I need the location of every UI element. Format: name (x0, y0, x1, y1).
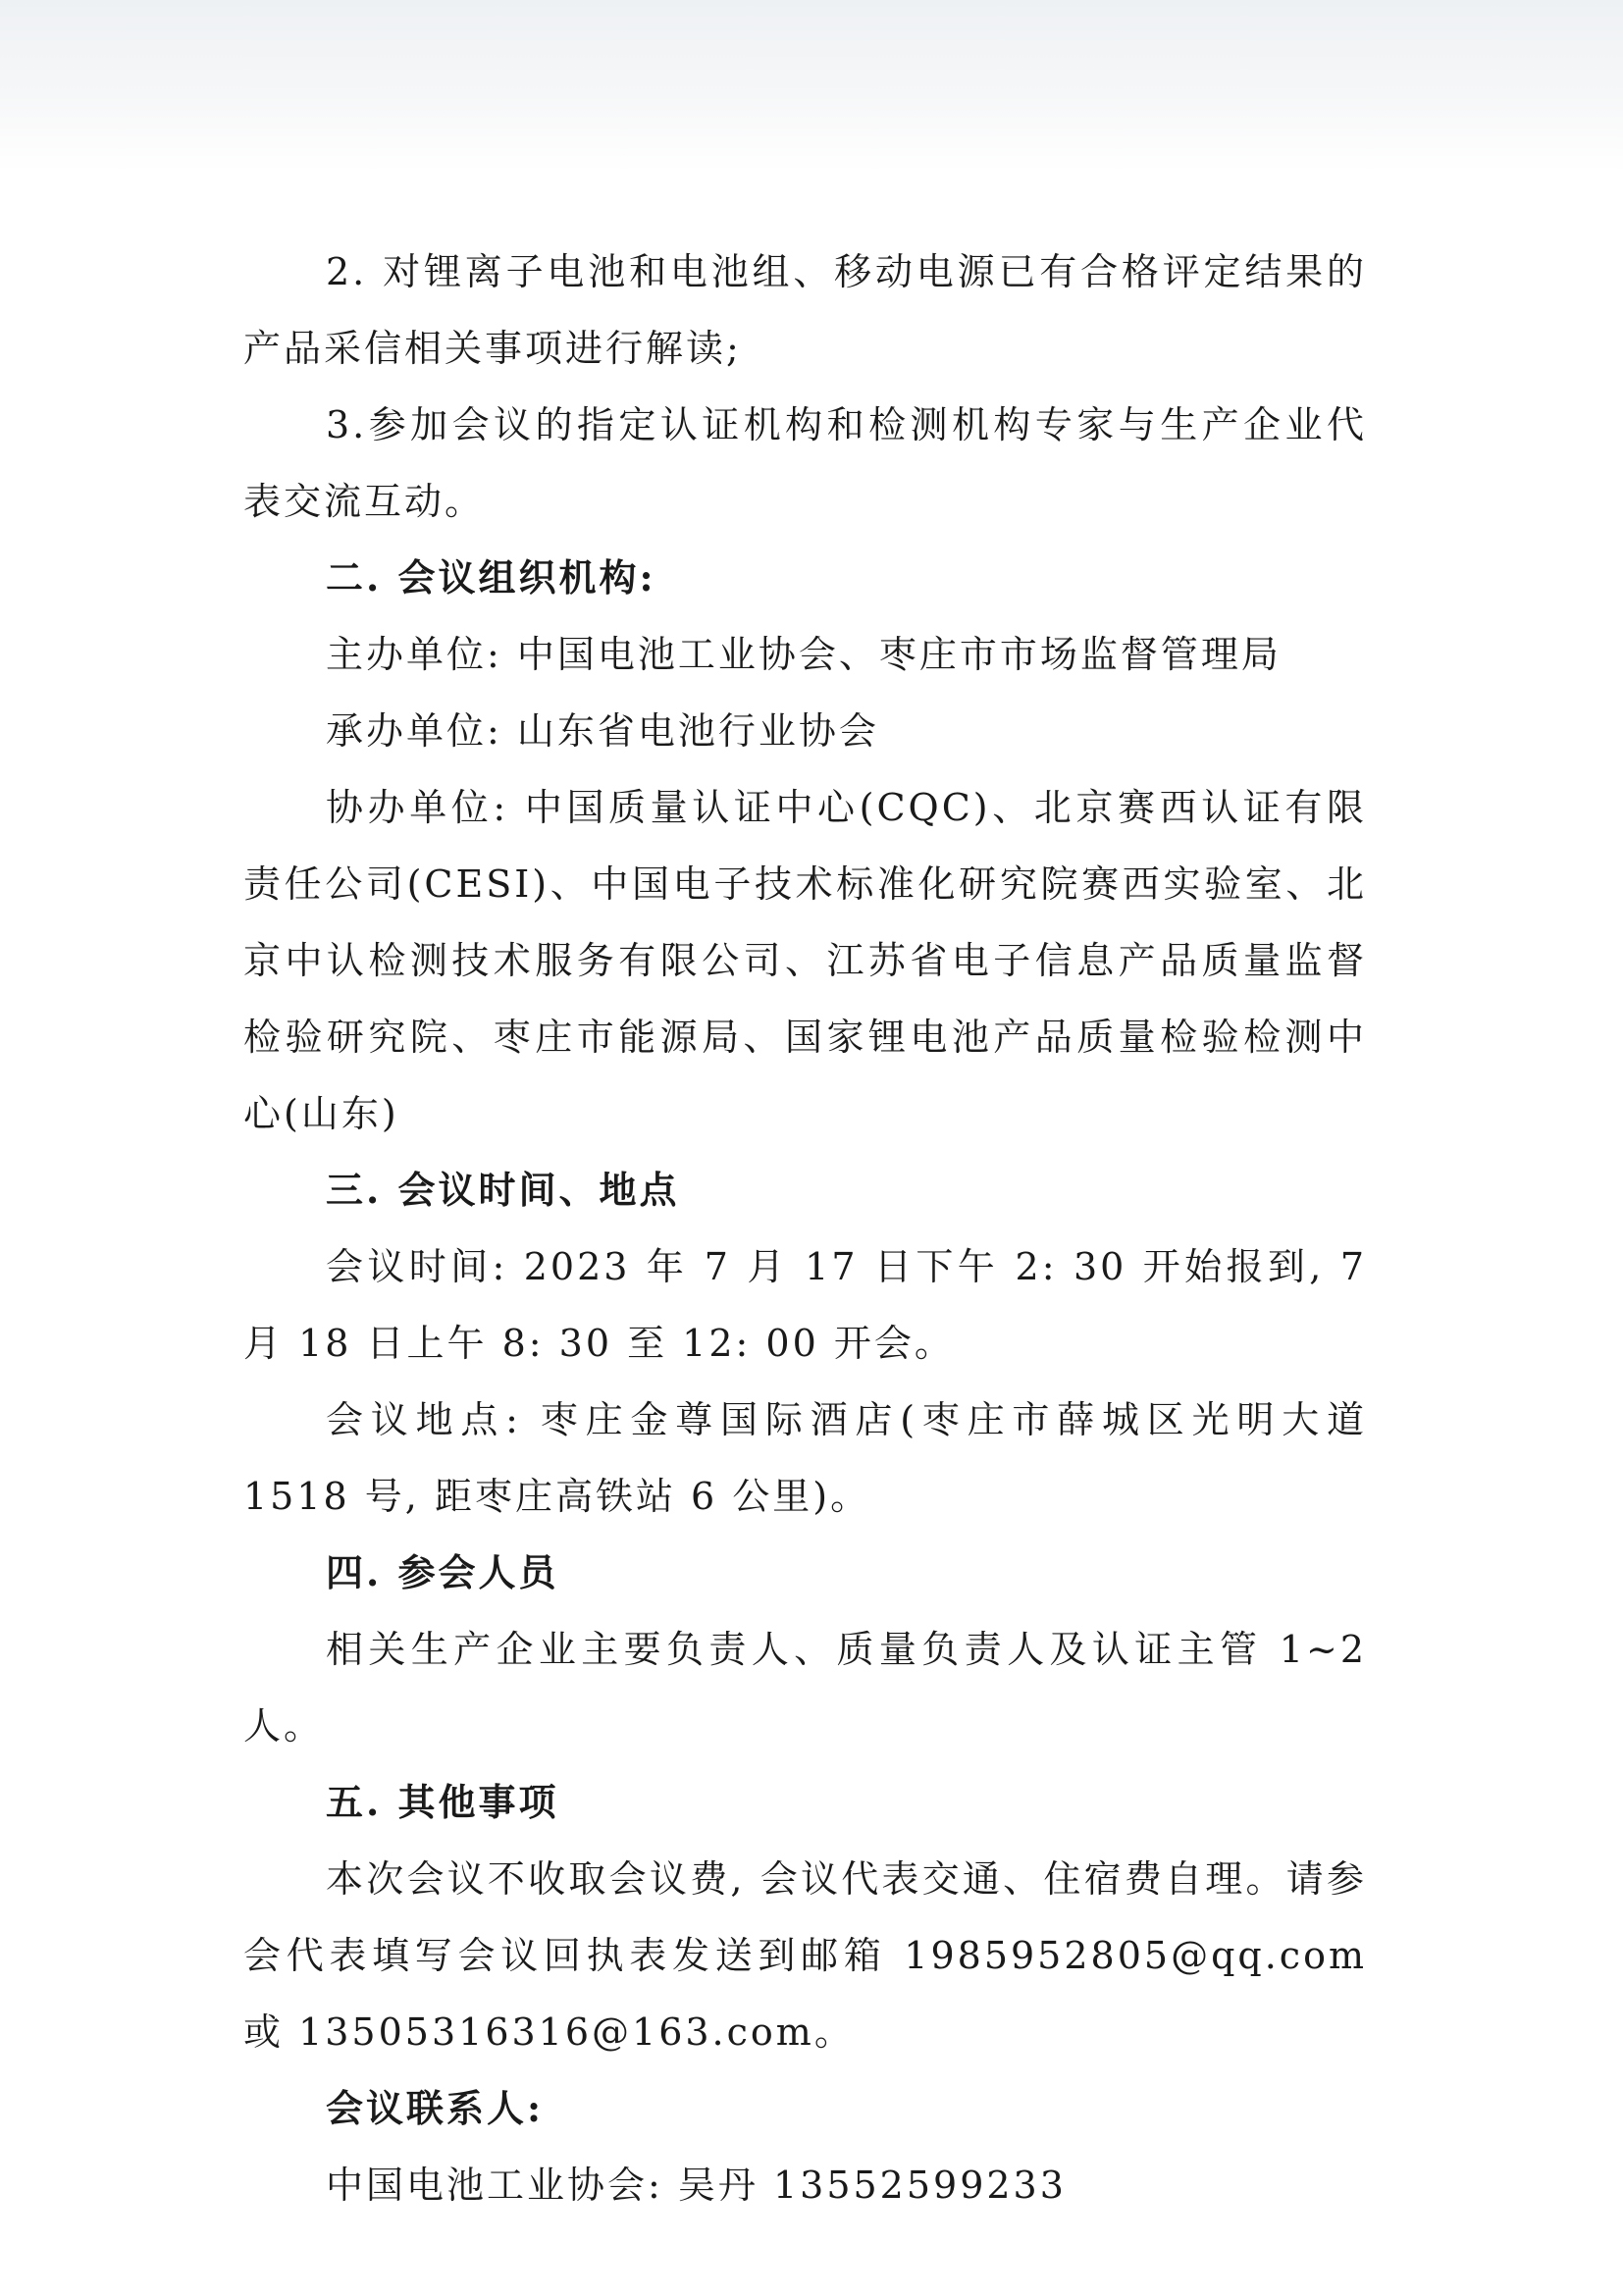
scan-top-edge (0, 0, 1623, 172)
section-heading-contacts: 会议联系人: (326, 2086, 545, 2130)
paragraph-item-3: 3.参加会议的指定认证机构和检测机构专家与生产企业代表交流互动。 (243, 403, 1367, 523)
paragraph-item-2: 2. 对锂离子电池和电池组、移动电源已有合格评定结果的产品采信相关事项进行解读; (243, 250, 1367, 370)
document-body (243, 234, 1367, 2223)
section-heading-attendees: 四. 参会人员 (326, 1550, 559, 1594)
paragraph-other-matters: 本次会议不收取会议费, 会议代表交通、住宿费自理。请参会代表填写会议回执表发送到邮箱 1985952805@qq.com 或 13505316316@163.com。 (243, 1857, 1367, 2054)
paragraph-contact-cbia: 中国电池工业协会: 吴丹 13552599233 (326, 2164, 1067, 2207)
paragraph-meeting-place: 会议地点: 枣庄金尊国际酒店(枣庄市薛城区光明大道 1518 号, 距枣庄高铁站 6 公里)。 (243, 1398, 1367, 1518)
section-heading-organizations: 二. 会议组织机构: (326, 555, 656, 600)
paragraph-co-organizer: 协办单位: 中国质量认证中心(CQC)、北京赛西认证有限责任公司(CESI)、中国电子技术标准化研究院赛西实验室、北京中认检测技术服务有限公司、江苏省电子信息产品质量监督检验研究院、枣庄市能源局、国家锂电池产品质量检验检测中心(山东) (243, 786, 1367, 1135)
paragraph-meeting-time: 会议时间: 2023 年 7 月 17 日下午 2: 30 开始报到, 7 月 18 日上午 8: 30 至 12: 00 开会。 (243, 1245, 1367, 1365)
section-heading-time-place: 三. 会议时间、地点 (326, 1168, 680, 1212)
section-heading-other-matters: 五. 其他事项 (326, 1780, 559, 1824)
paragraph-attendees: 相关生产企业主要负责人、质量负责人及认证主管 1~2 人。 (243, 1628, 1367, 1748)
paragraph-host: 主办单位: 中国电池工业协会、枣庄市市场监督管理局 (326, 633, 1282, 676)
paragraph-organizer: 承办单位: 山东省电池行业协会 (326, 709, 879, 753)
